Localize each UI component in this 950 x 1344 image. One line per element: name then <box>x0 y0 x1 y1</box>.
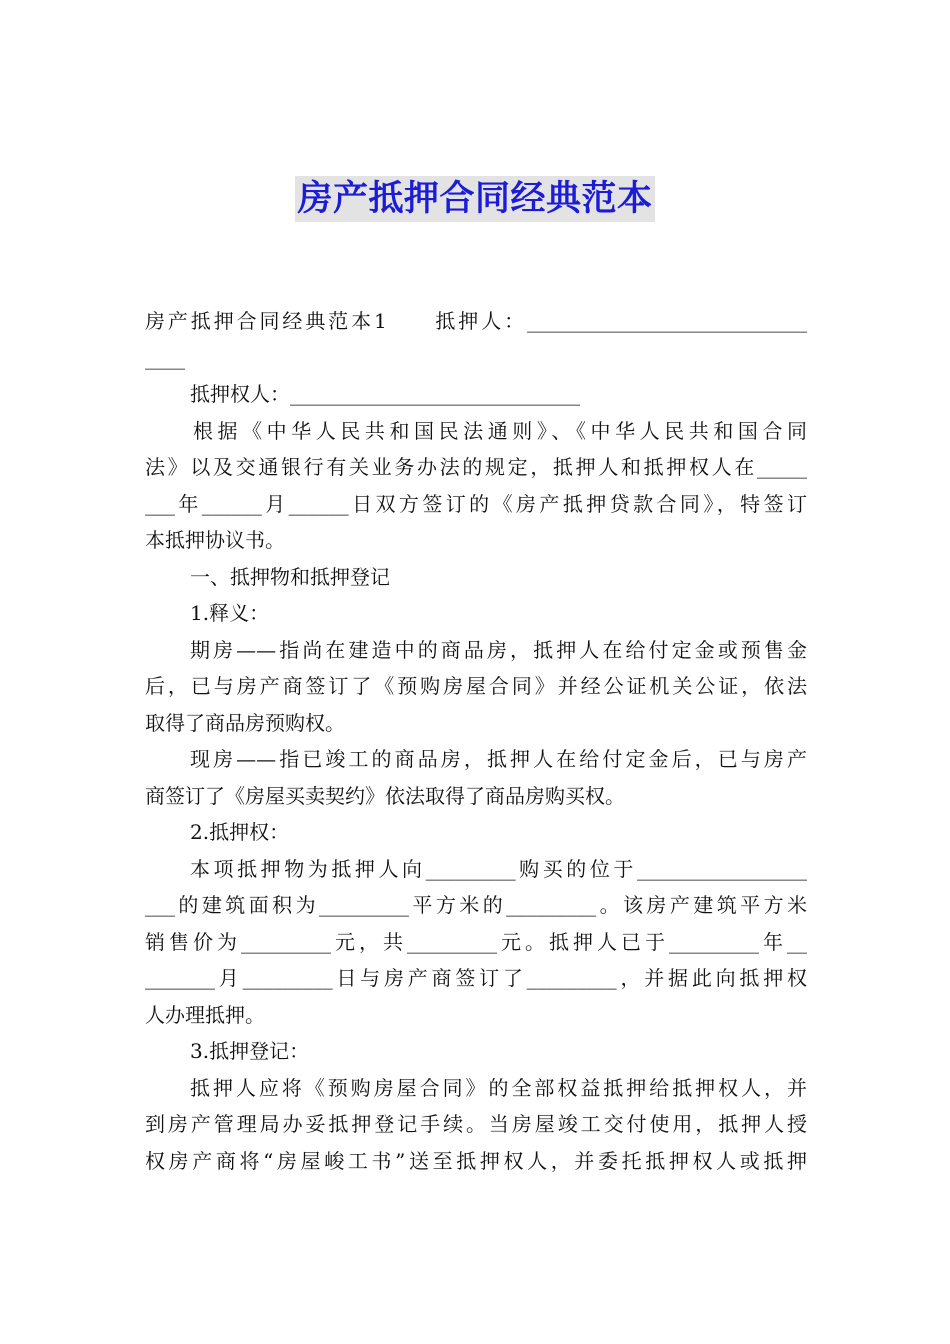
title-container <box>0 176 950 222</box>
subsection-heading: 2.抵押权： <box>190 820 290 844</box>
text-line: 后，已与房产商签订了《预购房屋合同》并经公证机关公证，依法 <box>145 674 807 698</box>
text-line: ____ <box>145 345 185 370</box>
text-line: 本抵押协议书。 <box>145 528 285 552</box>
text-line: 商签订了《房屋买卖契约》依法取得了商品房购买权。 <box>145 783 625 808</box>
text-line: 销售价为_________元，共_________元。抵押人已于_________年__ <box>145 929 807 954</box>
section-heading: 一、抵押物和抵押登记 <box>190 564 390 589</box>
text-line: 法》以及交通银行有关业务办法的规定，抵押人和抵押权人在_____ <box>145 455 807 479</box>
document-body <box>145 303 807 1179</box>
document-title: 房产抵押合同经典范本 <box>295 176 654 222</box>
text-line: 本项抵押物为抵押人向_________购买的位于_________________ <box>190 856 807 881</box>
text-line: _______月_________日与房产商签订了_________，并据此向抵押权 <box>145 966 807 990</box>
text-line: 到房产管理局办妥抵押登记手续。当房屋竣工交付使用，抵押人授 <box>145 1112 807 1136</box>
text-line: 期房——指尚在建造中的商品房，抵押人在给付定金或预售金 <box>190 637 807 662</box>
text-line: ___的建筑面积为_________平方米的_________。该房产建筑平方米 <box>145 893 807 917</box>
subsection-heading: 3.抵押登记： <box>190 1039 310 1063</box>
text-line: 人办理抵押。 <box>145 1002 265 1027</box>
text-line: ___年______月______日双方签订的《房产抵押贷款合同》，特签订 <box>145 491 807 516</box>
text-line: 房产抵押合同经典范本1 抵押人：____________________________ <box>145 309 807 333</box>
text-line: 现房——指已竣工的商品房，抵押人在给付定金后，已与房产 <box>190 747 807 771</box>
text-line: 权房产商将“房屋峻工书”送至抵押权人，并委托抵押权人或抵押 <box>145 1148 807 1173</box>
text-line: 抵押人应将《预购房屋合同》的全部权益抵押给抵押权人，并 <box>190 1075 807 1100</box>
text-line: 根据《中华人民共和国民法通则》、《中华人民共和国合同 <box>193 418 807 443</box>
text-line: 抵押权人：_____________________________ <box>190 382 580 406</box>
subsection-heading: 1.释义： <box>190 601 270 625</box>
text-line: 取得了商品房预购权。 <box>145 710 345 735</box>
